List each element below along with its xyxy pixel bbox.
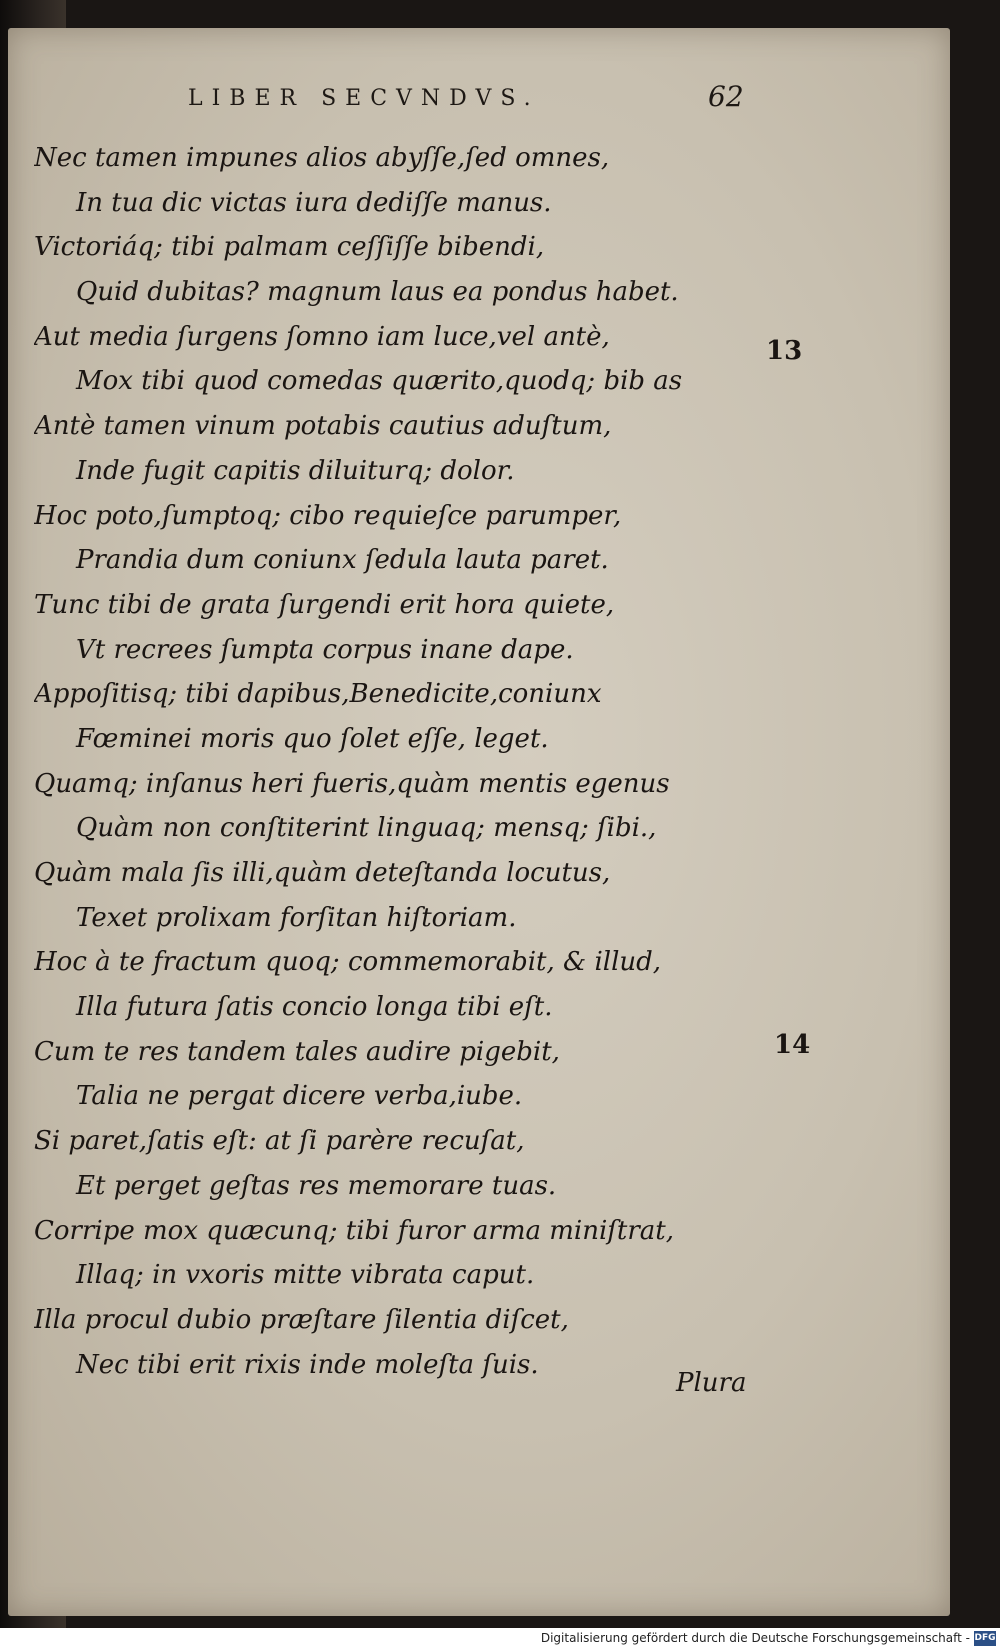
verse-line: Cum te res tandem tales audire pigebit, — [34, 1036, 560, 1067]
verse-line: Quid dubitas? magnum laus ea pondus habet. — [76, 277, 679, 308]
verse-line: Hoc à te fractum quoq; commemorabit, & illud, — [34, 947, 662, 978]
verse-line: Illaq; in vxoris mitte vibrata caput. — [76, 1260, 535, 1291]
verse-line: Quamq; inſanus heri fueris,quàm mentis egenus — [34, 768, 670, 799]
verse-line: Hoc poto,ſumptoq; cibo requieſce parumper, — [34, 500, 622, 531]
verse-line: Et perget geſtas res memorare tuas. — [76, 1170, 557, 1201]
verse-line: Appoſitisq; tibi dapibus,Benedicite,coniunx — [34, 679, 602, 710]
page-number: 62 — [708, 80, 744, 113]
verse-line: Nec tamen impunes alios abyſſe,ſed omnes, — [34, 143, 610, 173]
verse-line: Inde fugit capitis diluiturq; dolor. — [76, 455, 515, 486]
verse-line: Nec tibi erit rixis inde moleſta ſuis. — [76, 1349, 539, 1380]
verse-line: Corripe mox quæcunq; tibi furor arma miniſtrat, — [34, 1215, 675, 1246]
verse-line: Vt recrees ſumpta corpus inane dape. — [76, 634, 574, 665]
funding-footer — [0, 1628, 1000, 1650]
verse-line: Talia ne pergat dicere verba,iube. — [76, 1081, 523, 1112]
catchword: Plura — [676, 1368, 747, 1398]
book-page — [8, 28, 950, 1616]
verse-line: Quàm mala ſis illi,quàm deteſtanda locutus, — [34, 858, 611, 888]
dfg-logo: DFG — [974, 1631, 996, 1646]
verse-line: Aut media ſurgens ſomno iam luce,vel antè, — [34, 321, 610, 352]
verse-line: Fœminei moris quo ſolet eſſe, leget. — [76, 723, 549, 754]
verse-line: Texet prolixam forſitan hiſtoriam. — [76, 902, 517, 933]
verse-line: Antè tamen vinum potabis cautius aduſtum, — [34, 411, 612, 442]
verse-line: Mox tibi quod comedas quærito,quodq; bib as — [76, 366, 683, 397]
verse-line: Quàm non conſtiterint linguaq; mensq; ſibi., — [76, 813, 657, 844]
verse-line: Victoriáq; tibi palmam ceſſiſſe bibendi, — [34, 232, 545, 263]
verse-line: Tunc tibi de grata ſurgendi erit hora quiete, — [34, 589, 615, 620]
verse-line: Illa futura ſatis concio longa tibi eſt. — [76, 992, 553, 1023]
verse-line: Illa procul dubio præſtare ſilentia diſcet, — [34, 1304, 569, 1335]
verse-line: Si paret,ſatis eſt: at ſi parère recuſat, — [34, 1126, 525, 1157]
verse-line: In tua dic victas iura dediſſe manus. — [76, 187, 552, 218]
running-title: LIBER SECVNDVS. — [188, 86, 540, 111]
verse-line: Prandia dum coniunx ſedula lauta paret. — [76, 545, 609, 576]
margin-number-14: 14 — [774, 1030, 811, 1060]
margin-number-13: 13 — [766, 336, 803, 366]
verse-block — [34, 136, 754, 1387]
funding-notice: Digitalisierung gefördert durch die Deutsche Forschungsgemeinschaft - — [540, 1631, 970, 1645]
